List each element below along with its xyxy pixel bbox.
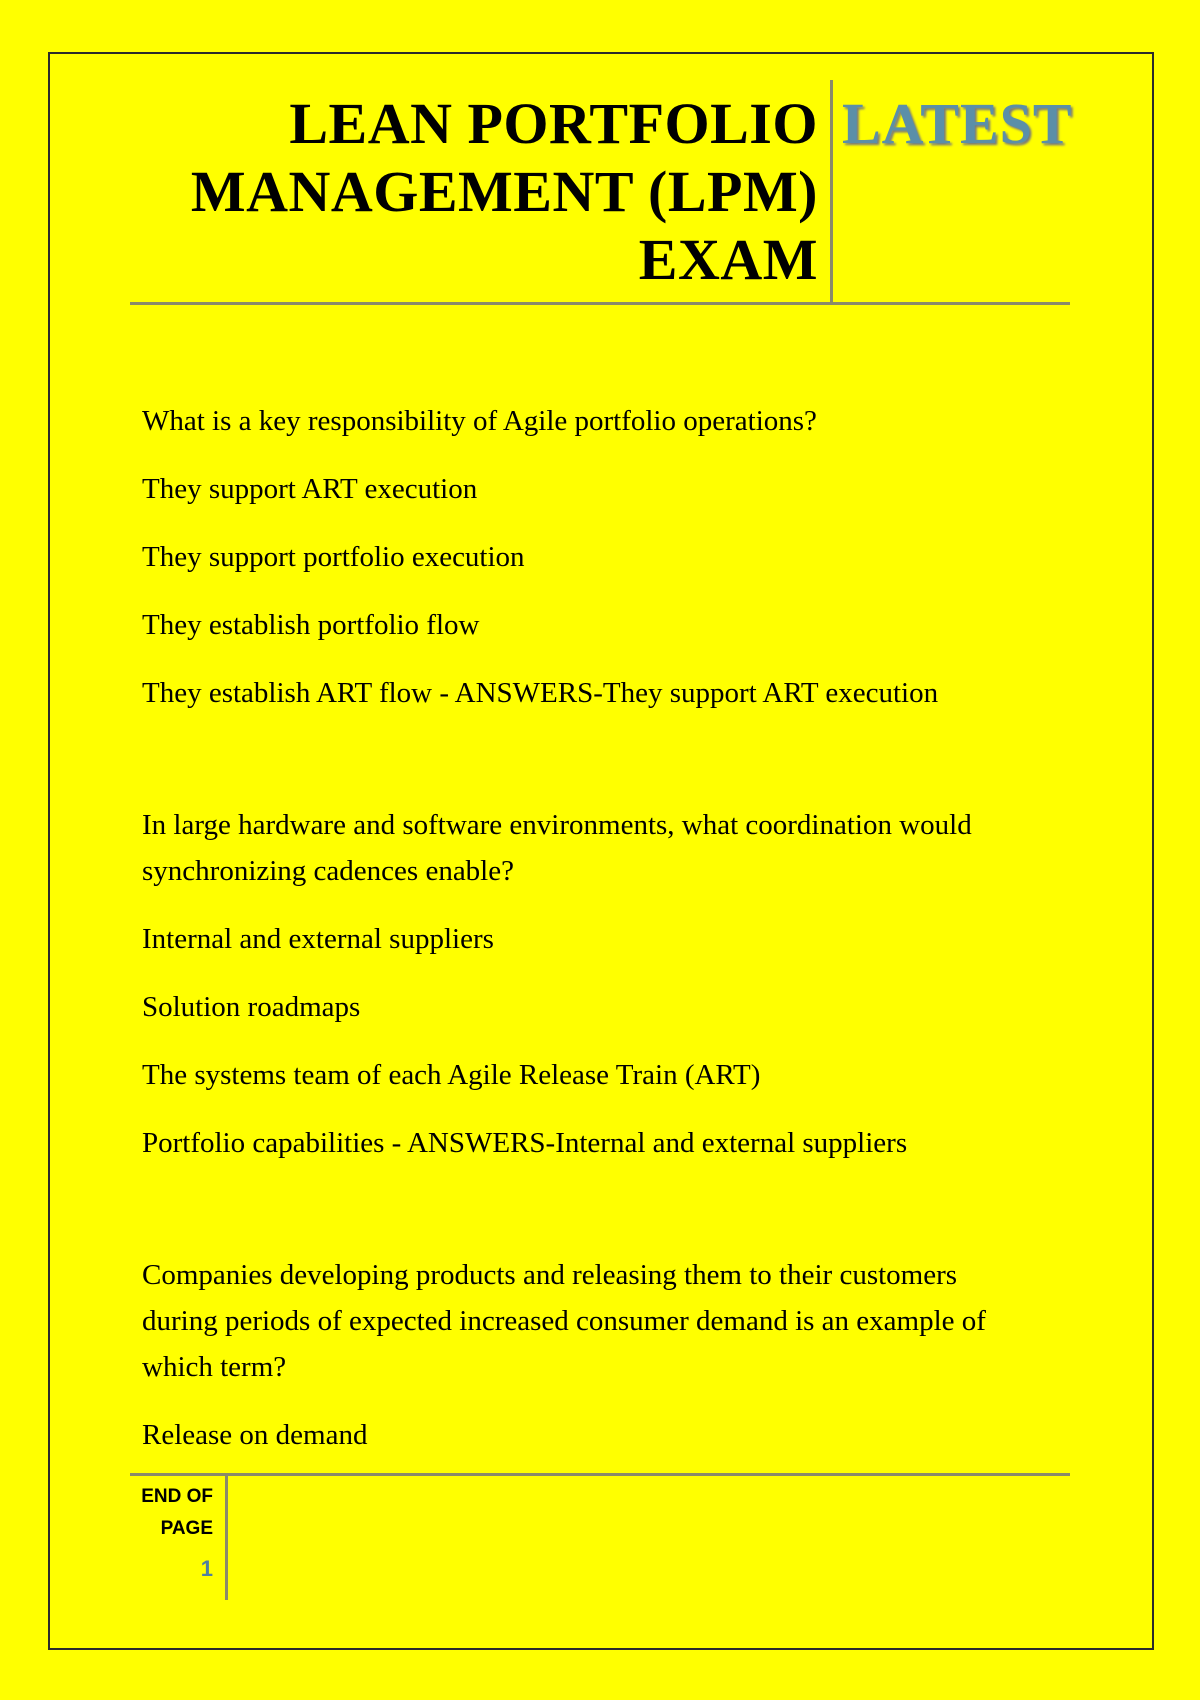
question-line: during periods of expected increased consumer demand is an example of [142,1305,986,1337]
page-number: 1 [200,1556,213,1581]
footer-end-of: END OF [141,1486,213,1507]
document-header [130,80,1073,305]
answer-option: They establish portfolio flow [142,609,480,641]
footer-page-box [130,1476,228,1600]
footer-page-label: PAGE [160,1518,213,1539]
question-line: In large hardware and software environments, what coordination would [142,809,972,841]
title-line: LEAN PORTFOLIO [289,91,818,156]
question-text: What is a key responsibility of Agile portfolio operations? [142,405,817,437]
question-line: synchronizing cadences enable? [142,855,514,887]
page-footer [130,1473,1070,1600]
question-text [142,802,1082,894]
latest-badge: LATEST [842,91,1073,156]
question-text [142,1252,1082,1390]
title-line: MANAGEMENT (LPM) [190,159,818,224]
title-line: EXAM [638,227,818,292]
answer-option: Release on demand [142,1419,368,1451]
answer-option: They establish ART flow - ANSWERS-They support ART execution [142,677,939,709]
answer-option: Portfolio capabilities - ANSWERS-Internal and external suppliers [142,1127,908,1159]
exam-content [142,398,1082,1480]
answer-option: Solution roadmaps [142,991,361,1023]
spacer [142,738,1082,802]
answer-option: Internal and external suppliers [142,923,494,955]
answer-option: They support ART execution [142,473,478,505]
document-title [130,90,818,294]
spacer [142,1188,1082,1252]
header-divider [830,80,833,302]
question-line: which term? [142,1351,287,1383]
answer-option: They support portfolio execution [142,541,525,573]
question-line: Companies developing products and releasing them to their customers [142,1259,958,1291]
answer-option: The systems team of each Agile Release Train (ART) [142,1059,761,1091]
